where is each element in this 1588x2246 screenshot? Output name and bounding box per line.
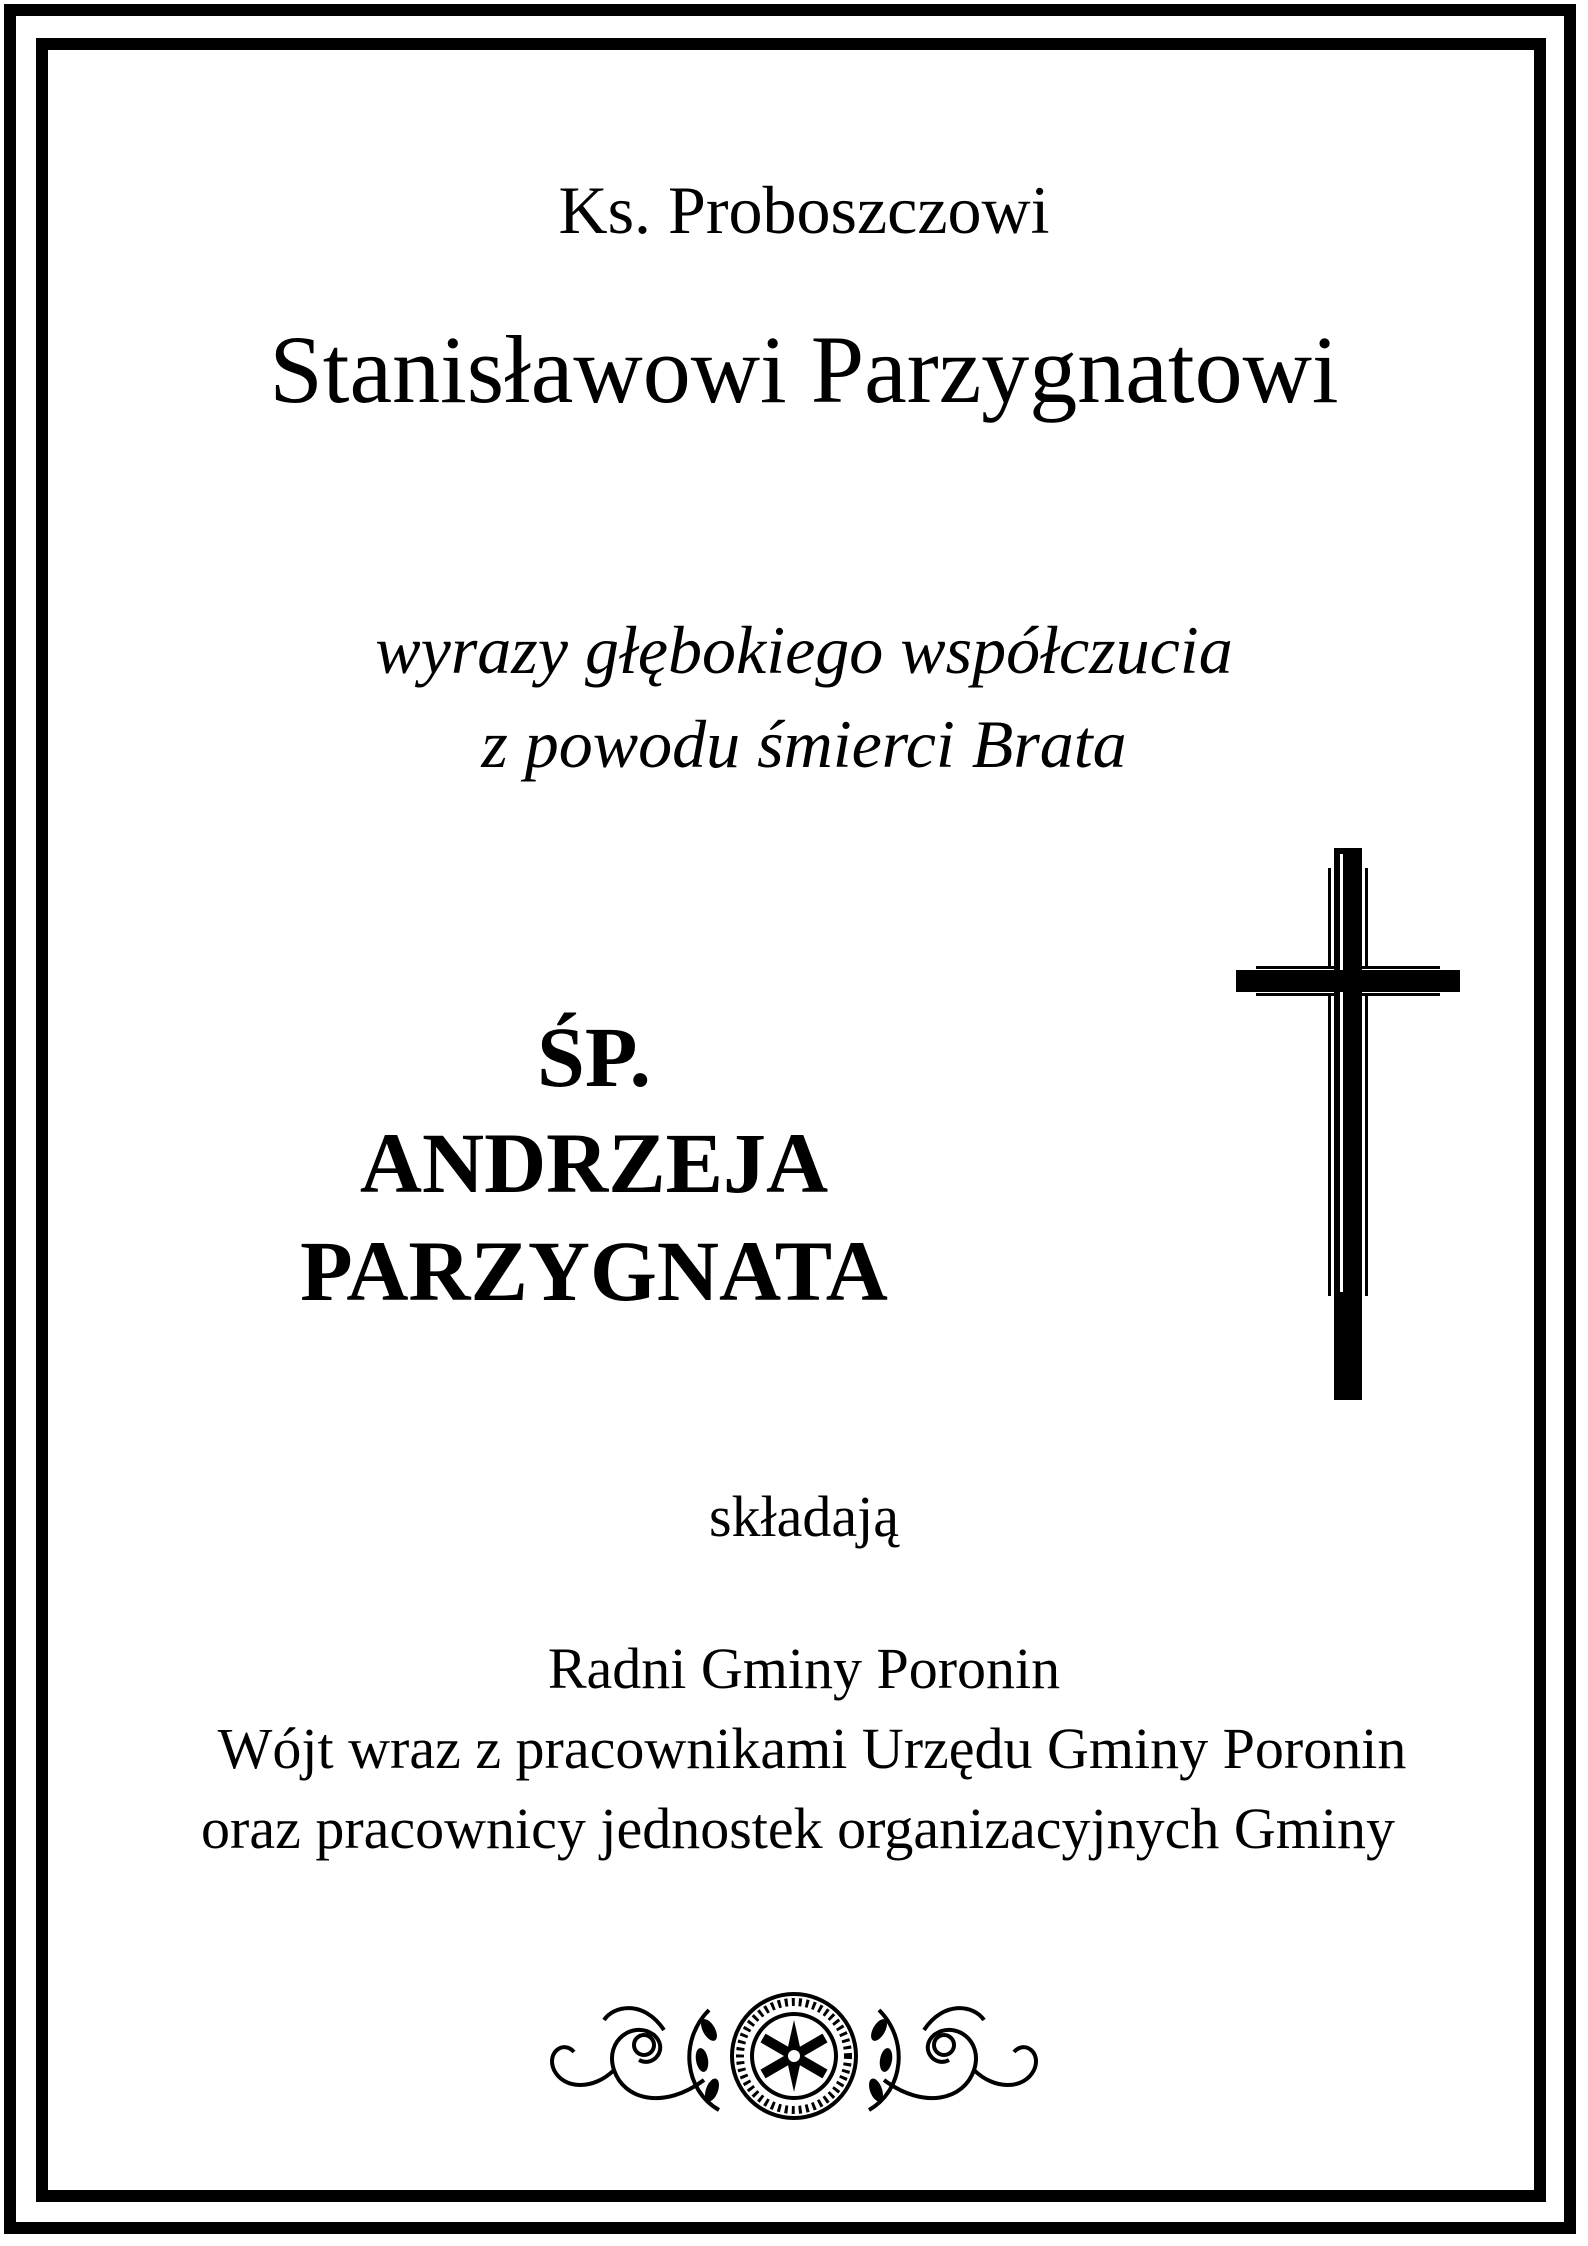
sender-line-1: Radni Gminy Poronin xyxy=(547,1636,1061,1701)
deceased-prefix: ŚP. xyxy=(537,1009,651,1105)
from-label: składają xyxy=(708,1484,900,1549)
sender-line-2: Wójt wraz z pracownikami Urzędu Gminy Poronin xyxy=(217,1716,1407,1781)
condolence-line-2: z powodu śmierci Brata xyxy=(481,706,1127,782)
deceased-last-name: PARZYGNATA xyxy=(300,1223,888,1319)
folk-ornament-icon xyxy=(544,1990,1044,2126)
recipient-name: Stanisławowi Parzygnatowi xyxy=(269,316,1339,423)
sender-line-3: oraz pracownicy jednostek organizacyjnych Gminy xyxy=(201,1796,1395,1861)
condolence-line-1: wyrazy głębokiego współczucia xyxy=(375,612,1233,688)
cross-icon xyxy=(1236,848,1460,1400)
recipient-title: Ks. Proboszczowi xyxy=(558,172,1050,248)
deceased-first-name: ANDRZEJA xyxy=(359,1115,829,1211)
